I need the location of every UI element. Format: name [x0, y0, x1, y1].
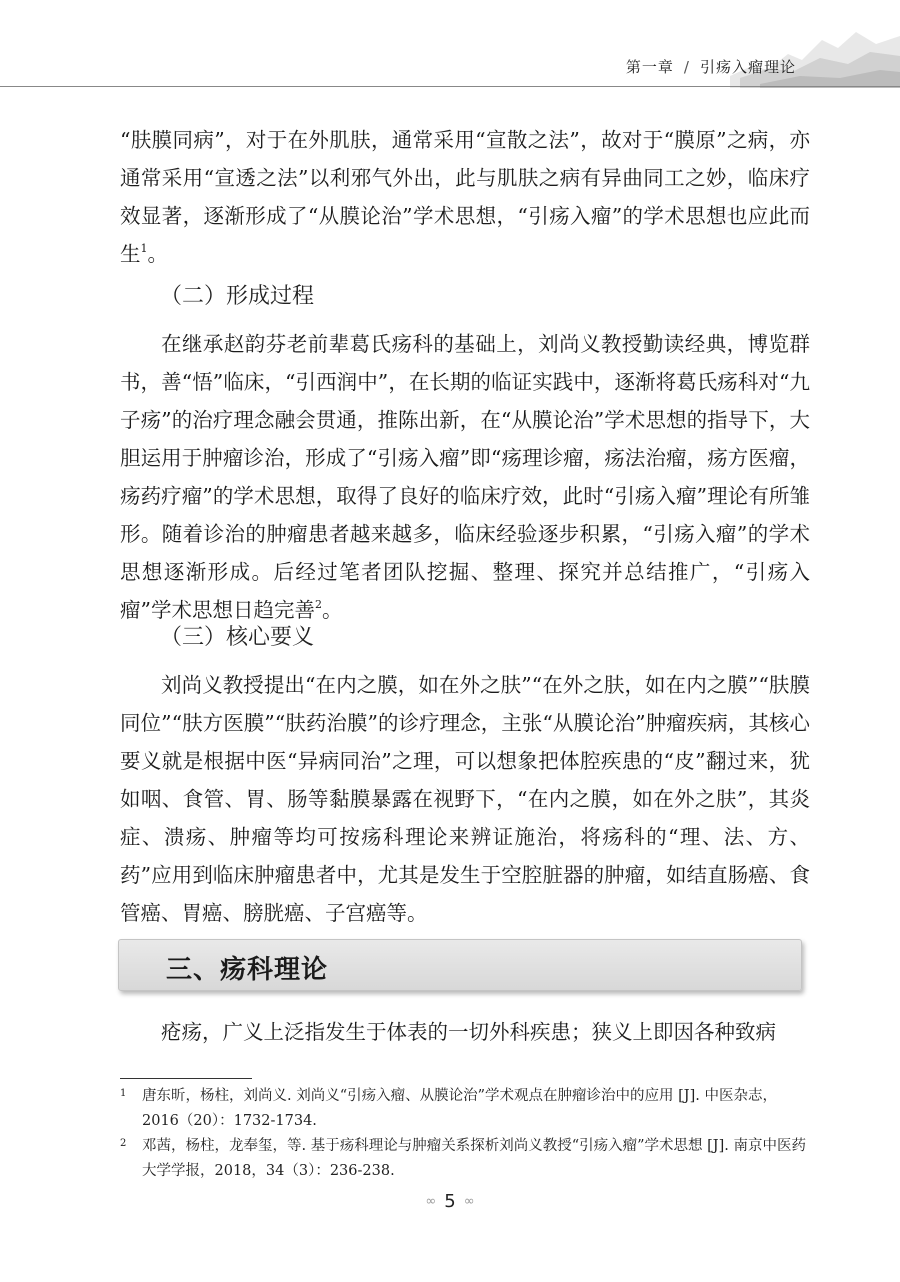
header-separator: / — [683, 58, 690, 76]
paragraph-intro — [120, 121, 810, 273]
paragraph-text: 在继承赵韵芬老前辈葛氏疡科的基础上，刘尚义教授勤读经典，博览群书，善“悟”临床，“引西润中”，在长期的临证实践中，逐渐将葛氏疡科对“九子疡”的治疗理念融会贯通，推陈出新，在“从膜论治”学术思想的指导下，大胆运用于肿瘤诊治，形成了“引疡入瘤”即“疡理诊瘤，疡法治瘤，疡方医瘤，疡药疗瘤”的学术思想，取得了良好的临床疗效，此时“引疡入瘤”理论有所雏形。随着诊治的肿瘤患者越来越多，临床经验逐步积累，“引疡入瘤”的学术思想逐渐形成。后经过笔者团队挖掘、整理、探究并总结推广，“引疡入瘤”学术思想日趋完善 — [120, 332, 810, 622]
paragraph-formation — [120, 325, 810, 629]
section-heading-banner — [118, 939, 802, 991]
paragraph-end: 。 — [147, 242, 168, 266]
chapter-title: 引疡入瘤理论 — [699, 58, 796, 76]
subheading-formation: （二）形成过程 — [160, 284, 315, 309]
running-header — [626, 56, 796, 77]
paragraph-core: 刘尚义教授提出“在内之膜，如在外之肤”“在外之肤，如在内之膜”“肤膜同位”“肤方医膜”“肤药治膜”的诊疗理念，主张“从膜论治”肿瘤疾病，其核心要义就是根据中医“异病同治”之理，可以想象把体腔疾患的“皮”翻过来，犹如咽、食管、胃、肠等黏膜暴露在视野下，“在内之膜，如在外之肤”，其炎症、溃疡、肿瘤等均可按疡科理论来辨证施治，将疡科的“理、法、方、药”应用到临床肿瘤患者中，尤其是发生于空腔脏器的肿瘤，如结直肠癌、食管癌、胃癌、膀胱癌、子宫癌等。 — [120, 673, 810, 925]
paragraph-section3: 疮疡，广义上泛指发生于体表的一切外科疾患；狭义上即因各种致病 — [161, 1020, 776, 1044]
chapter-label: 第一章 — [625, 58, 674, 76]
footnote-text: 唐东昕，杨柱，刘尚义. 刘尚义“引疡入瘤、从膜论治”学术观点在肿瘤诊治中的应用 [J]. 中医杂志，2016（20）：1732-1734. — [142, 1088, 777, 1129]
footnote-1 — [120, 1084, 810, 1134]
subheading-core: （三）核心要义 — [160, 625, 315, 650]
paragraph-text: “肤膜同病”，对于在外肌肤，通常采用“宣散之法”，故对于“膜原”之病，亦通常采用“宣透之法”以利邪气外出，此与肌肤之病有异曲同工之妙，临床疗效显著，逐渐形成了“从膜论治”学术思想，“引疡入瘤”的学术思想也应此而生 — [120, 128, 810, 266]
ornament-left-icon: ∞ — [425, 1194, 437, 1209]
footnote-rule — [120, 1078, 252, 1079]
footnote-2 — [120, 1134, 810, 1184]
ink-mountain-ornament — [730, 18, 900, 88]
header-rule — [0, 86, 900, 87]
footnote-text: 邓茜，杨柱，龙奉玺，等. 基于疡科理论与肿瘤关系探析刘尚义教授“引疡入瘤”学术思想 [J]. 南京中医药大学学报，2018，34（3）：236-238. — [142, 1138, 806, 1179]
footnote-number: 2 — [120, 1138, 127, 1149]
ornament-right-icon: ∞ — [463, 1194, 475, 1209]
footnote-ref-1: 1 — [140, 242, 148, 255]
paragraph-end: 。 — [321, 598, 343, 622]
footnote-number: 1 — [120, 1088, 127, 1099]
page-number-value: 5 — [444, 1191, 456, 1212]
section-title: 三、疡科理论 — [166, 955, 329, 985]
page-number — [0, 1191, 900, 1212]
footnote-ref-2: 2 — [314, 598, 322, 611]
